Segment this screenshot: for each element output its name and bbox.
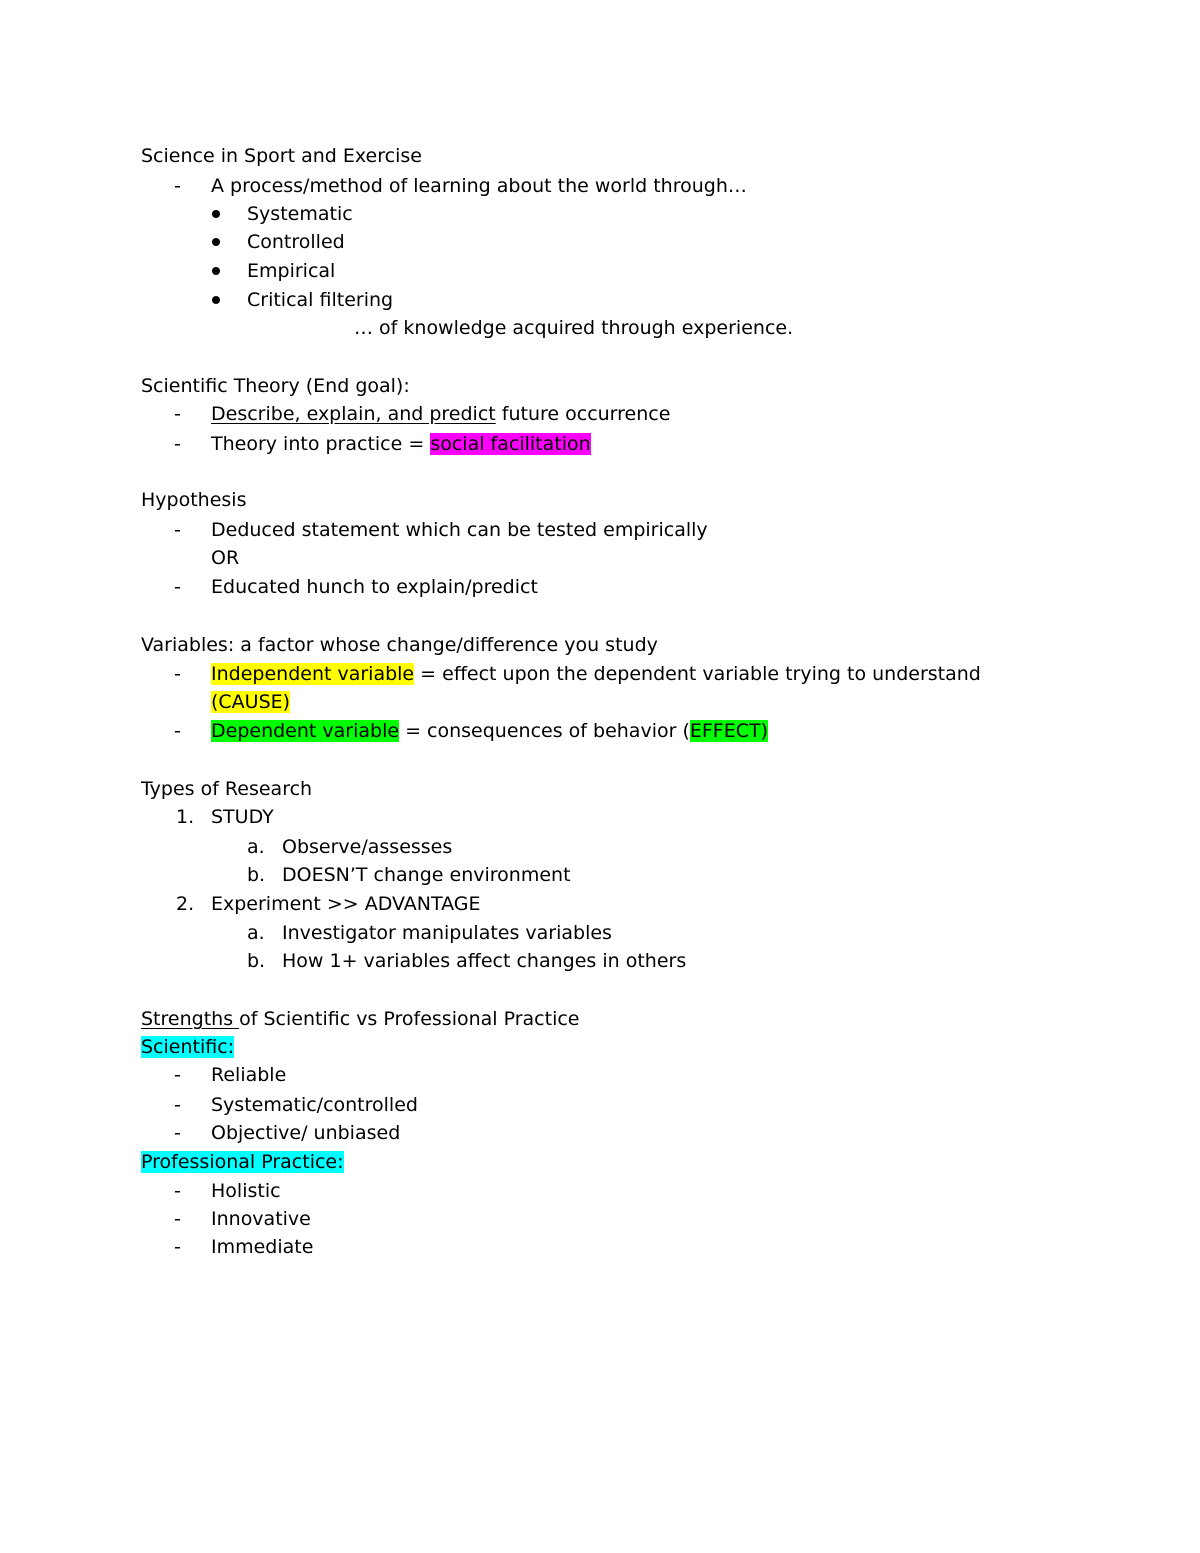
dash-bullet: - xyxy=(174,1180,181,1202)
list-item-continuation xyxy=(211,689,290,715)
subheading-scientific xyxy=(141,1034,234,1060)
list-letter: b. xyxy=(247,864,266,886)
list-number: 2. xyxy=(176,893,195,915)
bullet-dot xyxy=(212,267,220,275)
highlight-magenta: social facilitation xyxy=(430,433,591,455)
list-letter: b. xyxy=(247,950,266,972)
list-item: Innovative xyxy=(211,1208,311,1230)
dash-bullet: - xyxy=(174,1236,181,1258)
continuation-text: … of knowledge acquired through experience. xyxy=(354,317,794,339)
dash-bullet: - xyxy=(174,576,181,598)
list-item: Controlled xyxy=(247,231,345,253)
dash-bullet: - xyxy=(174,1122,181,1144)
highlight-yellow: (CAUSE) xyxy=(211,691,291,713)
list-item: Reliable xyxy=(211,1064,287,1086)
highlight-cyan: Scientific: xyxy=(141,1036,235,1058)
dash-bullet: - xyxy=(174,720,181,742)
list-item xyxy=(211,661,981,687)
list-item xyxy=(211,401,670,427)
list-item: Systematic/controlled xyxy=(211,1094,418,1116)
dash-bullet: - xyxy=(174,663,181,685)
highlight-green: Dependent variable xyxy=(211,720,400,742)
list-item: Objective/ unbiased xyxy=(211,1122,401,1144)
list-item: Deduced statement which can be tested empirically xyxy=(211,519,708,541)
bullet-dot xyxy=(212,210,220,218)
highlight-green: EFFECT) xyxy=(689,720,769,742)
underlined-text: Describe, explain, and predict xyxy=(211,403,496,425)
section-heading-research: Types of Research xyxy=(141,778,313,800)
dash-bullet: - xyxy=(174,1064,181,1086)
dash-bullet: - xyxy=(174,1094,181,1116)
section-heading-strengths xyxy=(141,1006,580,1032)
section-heading-theory: Scientific Theory (End goal): xyxy=(141,375,410,397)
bullet-dot xyxy=(212,296,220,304)
list-item: Observe/assesses xyxy=(282,836,453,858)
list-item: How 1+ variables affect changes in others xyxy=(282,950,687,972)
list-item: Empirical xyxy=(247,260,336,282)
list-item: Systematic xyxy=(247,203,353,225)
list-item xyxy=(211,431,591,457)
list-letter: a. xyxy=(247,922,265,944)
text-run: = effect upon the dependent variable trying to understand xyxy=(414,663,981,685)
list-item: Investigator manipulates variables xyxy=(282,922,612,944)
list-item: Educated hunch to explain/predict xyxy=(211,576,538,598)
dash-bullet: - xyxy=(174,519,181,541)
list-item: STUDY xyxy=(211,806,274,828)
list-item: Experiment >> ADVANTAGE xyxy=(211,893,481,915)
highlight-yellow: Independent variable xyxy=(211,663,415,685)
text-run: Theory into practice = xyxy=(211,433,431,455)
list-letter: a. xyxy=(247,836,265,858)
text-run: = consequences of behavior ( xyxy=(399,720,690,742)
section-heading-variables: Variables: a factor whose change/difference you study xyxy=(141,634,658,656)
underlined-text: Strengths xyxy=(141,1008,240,1030)
dash-bullet: - xyxy=(174,433,181,455)
list-item: Immediate xyxy=(211,1236,314,1258)
list-number: 1. xyxy=(176,806,195,828)
section-heading-science: Science in Sport and Exercise xyxy=(141,145,422,167)
or-text: OR xyxy=(211,547,240,569)
bullet-dot xyxy=(212,238,220,246)
list-item: DOESN’T change environment xyxy=(282,864,571,886)
subheading-professional xyxy=(141,1149,344,1175)
dash-bullet: - xyxy=(174,175,181,197)
text-run: future occurrence xyxy=(495,403,671,425)
dash-bullet: - xyxy=(174,403,181,425)
list-item: A process/method of learning about the world through… xyxy=(211,175,747,197)
text-run: of Scientific vs Professional Practice xyxy=(239,1008,580,1030)
section-heading-hypothesis: Hypothesis xyxy=(141,489,247,511)
list-item xyxy=(211,718,768,744)
dash-bullet: - xyxy=(174,1208,181,1230)
highlight-cyan: Professional Practice: xyxy=(141,1151,344,1173)
list-item: Critical filtering xyxy=(247,289,394,311)
list-item: Holistic xyxy=(211,1180,281,1202)
